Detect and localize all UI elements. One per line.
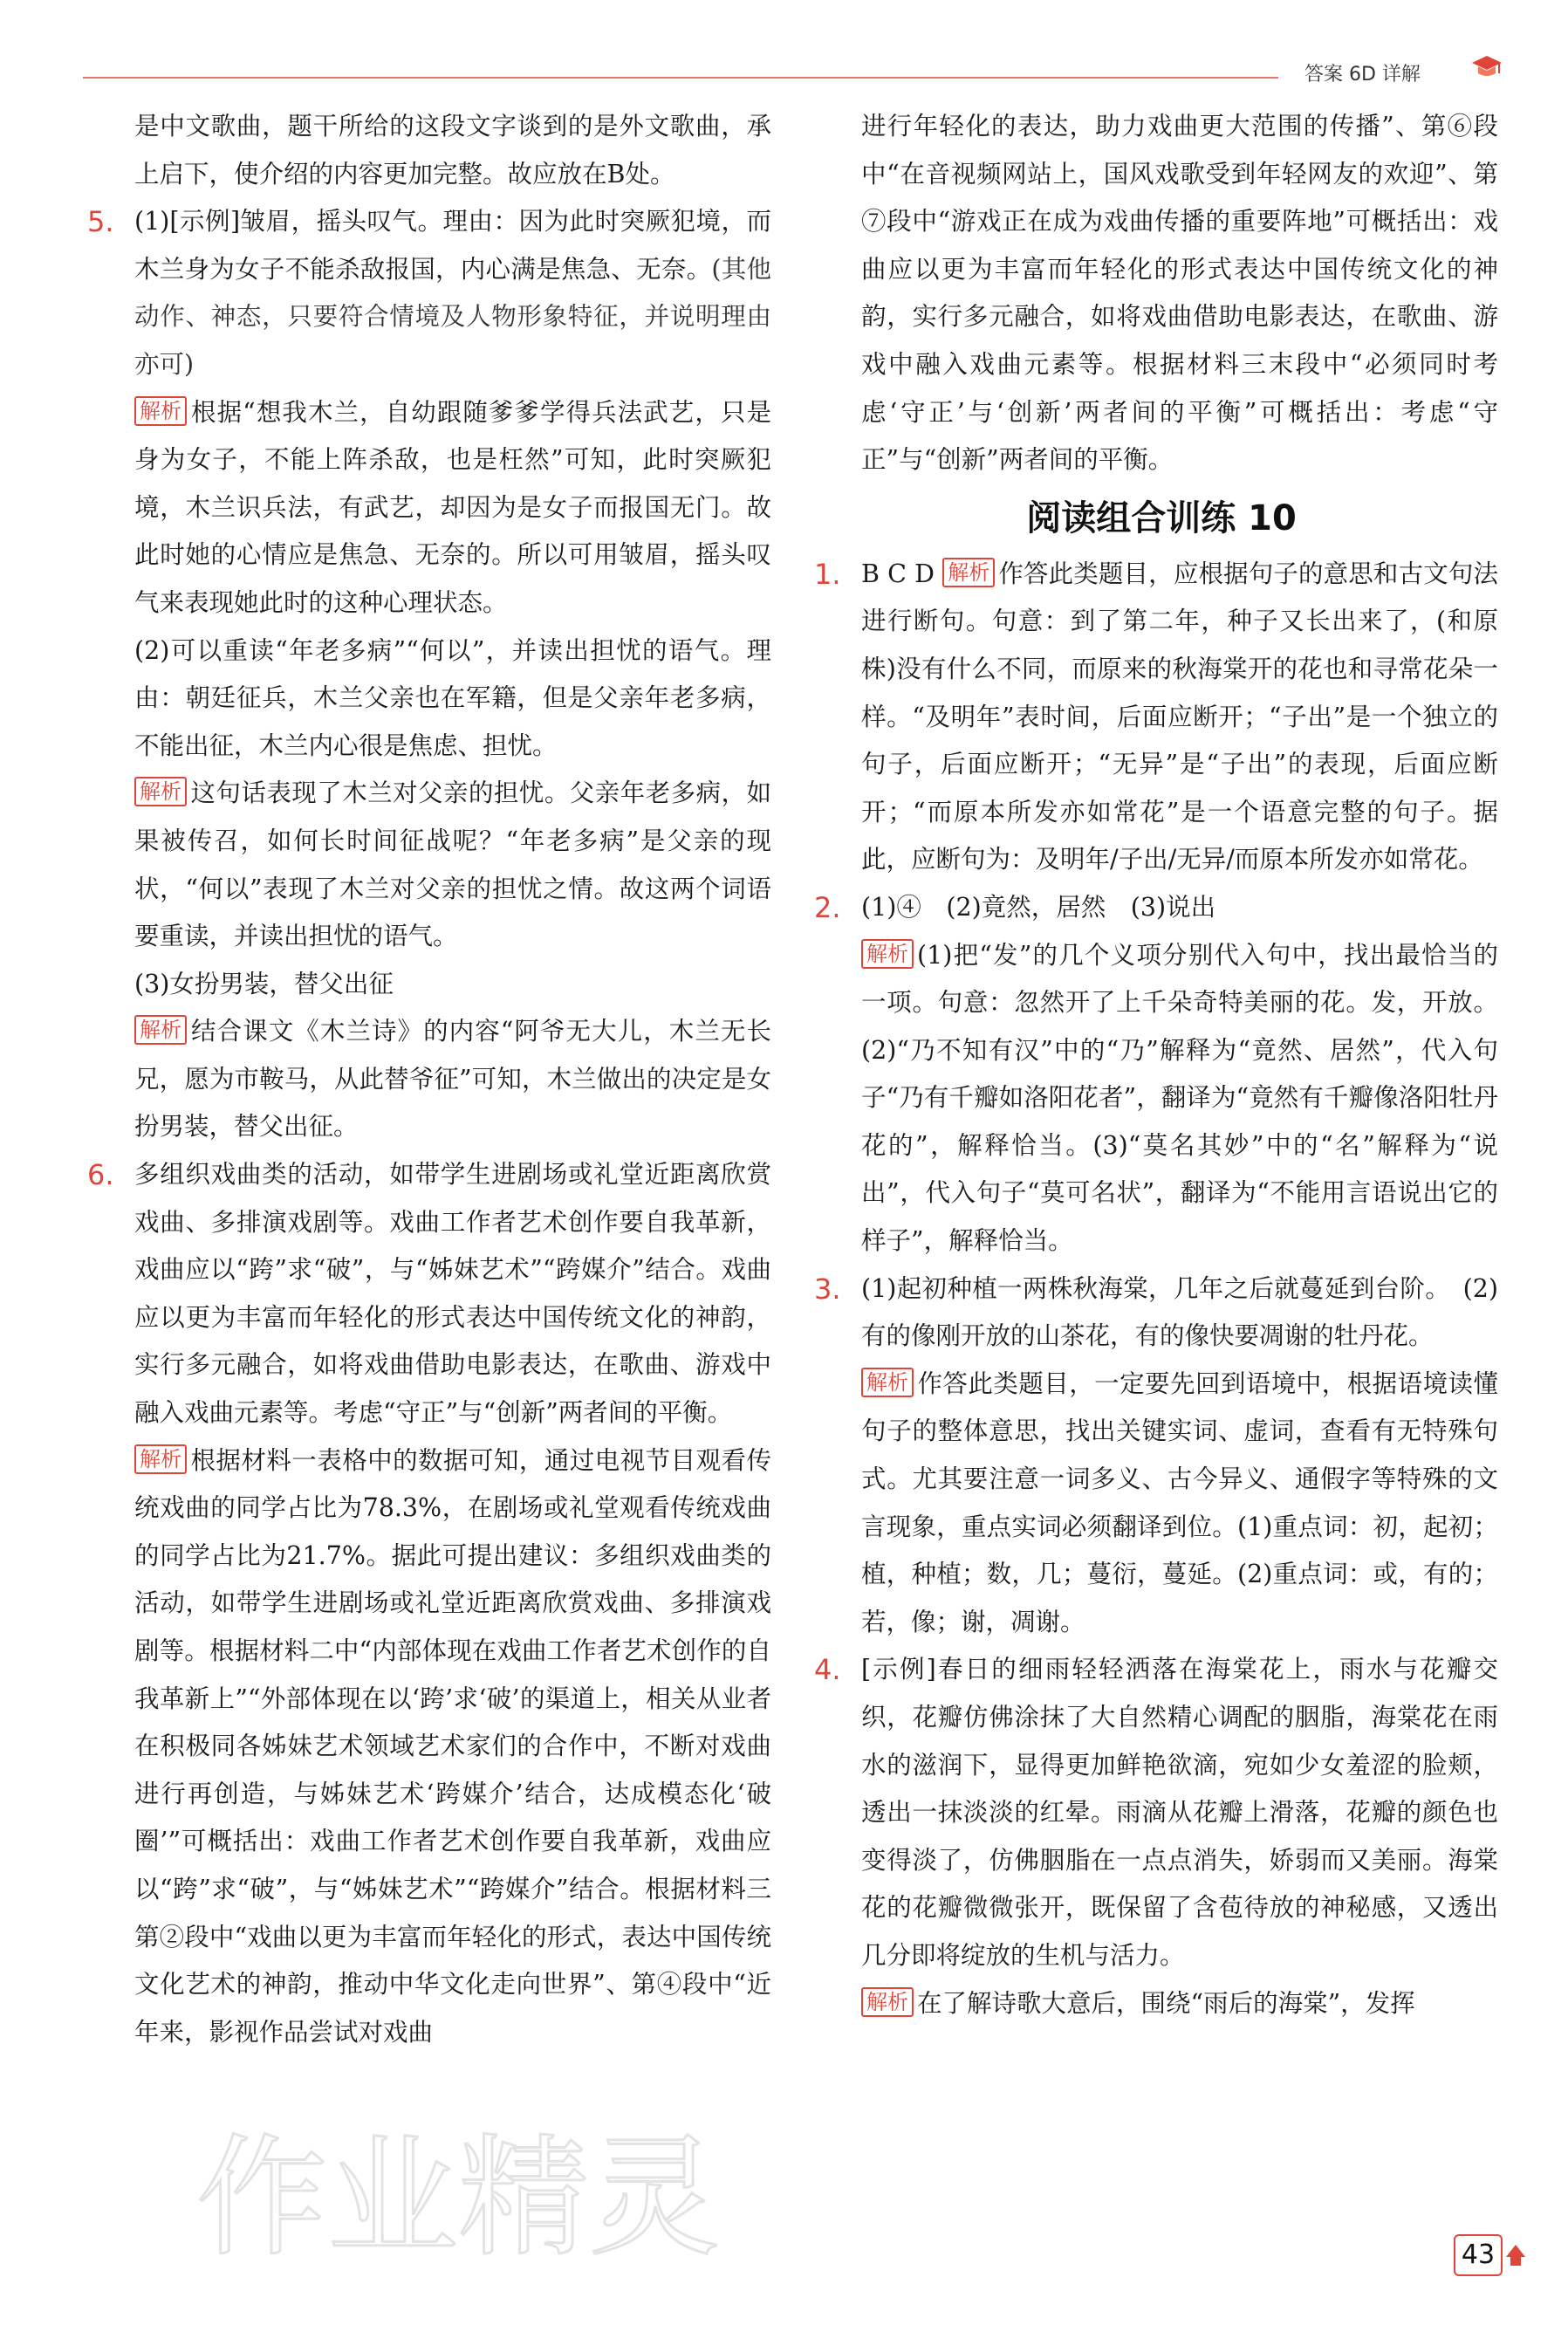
answer-text: (1)④ (2)竟然，居然 (3)说出 bbox=[861, 892, 1216, 922]
analysis-tag: 解析 bbox=[134, 396, 187, 426]
question-number: 5. bbox=[87, 205, 114, 239]
paragraph bbox=[98, 628, 771, 771]
page-corner-icon bbox=[1503, 2239, 1529, 2269]
analysis-text: 作答此类题目，一定要先回到语境中，根据语境读懂句子的整体意思，找出关键实词、虚词，查看有无特殊句式。尤其要注意一词多义、古今异义、通假字等特殊的文言现象，重点实词必须翻译到位。(1)重点词：初，起初；植，种植；数，几；蔓衍，蔓延。(2)重点词：或，有的；若，像；谢，凋谢。 bbox=[861, 1368, 1498, 1636]
right-column-top bbox=[825, 103, 1498, 484]
analysis-text: 这句话表现了木兰对父亲的担忧。父亲年老多病，如果被传召，如何长时间征战呢？“年老多病”是父亲的现状，“何以”表现了木兰对父亲的担忧之情。故这两个词语要重读，并读出担忧的语气。 bbox=[134, 778, 771, 951]
paragraph-text: 进行年轻化的表达，助力戏曲更大范围的传播”、第⑥段中“在音视频网站上，国风戏歌受到年轻网友的欢迎”、第⑦段中“游戏正在成为戏曲传播的重要阵地”可概括出：戏曲应以更为丰富而年轻化的形式表达中国传统文化的神韵，实行多元融合，如将戏曲借助电影表达，在歌曲、游戏中融入戏曲元素等。根据材料三末段中“必须同时考虑‘守正’与‘创新’两者间的平衡”可概括出：考虑“守正”与“创新”两者间的平衡。 bbox=[861, 112, 1498, 475]
analysis-tag: 解析 bbox=[134, 1015, 187, 1045]
question-item bbox=[87, 1151, 771, 1437]
question-item bbox=[87, 198, 771, 388]
analysis-tag: 解析 bbox=[942, 558, 995, 587]
answer-text: [示例]春日的细雨轻轻洒落在海棠花上，雨水与花瓣交织，花瓣仿佛涂抹了大自然精心调配的胭脂，海棠花在雨水的滋润下，显得更加鲜艳欲滴，宛如少女羞涩的脸颊，透出一抹淡淡的红晕。雨滴从花瓣上滑落，花瓣的颜色也变得淡了，仿佛胭脂在一点点消失，娇弱而又美丽。海棠花的花瓣微微张开，既保留了含苞待放的神秘感，又透出几分即将绽放的生机与活力。 bbox=[861, 1655, 1498, 1970]
graduation-cap-icon bbox=[1470, 54, 1503, 80]
analysis-block bbox=[98, 1008, 771, 1151]
header-rule bbox=[83, 77, 1278, 79]
page-header bbox=[83, 52, 1496, 87]
watermark-text: 作业精灵 bbox=[196, 2123, 721, 2274]
question-number: 2. bbox=[814, 890, 841, 924]
paragraph bbox=[98, 103, 771, 198]
question-number: 1. bbox=[814, 557, 841, 591]
left-column bbox=[87, 103, 771, 2056]
paragraph-text: (2)可以重读“年老多病”“何以”，并读出担忧的语气。理由：朝廷征兵，木兰父亲也在军籍，但是父亲年老多病，不能出征，木兰内心很是焦虑、担忧。 bbox=[134, 635, 771, 760]
analysis-block bbox=[98, 389, 771, 628]
page-number: 43 bbox=[1454, 2234, 1503, 2276]
paragraph bbox=[825, 103, 1498, 484]
right-column bbox=[814, 103, 1498, 2027]
analysis-text: (1)把“发”的几个义项分别代入句中，找出最恰当的一项。句意：忽然开了上千朵奇特美丽的花。发，开放。(2)“乃不知有汉”中的“乃”解释为“竟然、居然”，代入句子“乃有千瓣如洛阳花者”，翻译为“竟然有千瓣像洛阳牡丹花的”，解释恰当。(3)“莫名其妙”中的“名”解释为“说出”，代入句子“莫可名状”，翻译为“不能用言语说出它的样子”，解释恰当。 bbox=[861, 940, 1498, 1256]
header-label: 答案 6D 详解 bbox=[1304, 64, 1421, 86]
analysis-block bbox=[98, 1437, 771, 2057]
analysis-tag: 解析 bbox=[134, 1444, 187, 1474]
answer-text: B C D bbox=[861, 559, 935, 588]
question-item bbox=[814, 1646, 1498, 1979]
paragraph bbox=[98, 961, 771, 1009]
analysis-tag: 解析 bbox=[861, 1987, 914, 2017]
analysis-block bbox=[825, 1980, 1498, 2028]
analysis-block bbox=[825, 932, 1498, 1265]
analysis-text: 在了解诗歌大意后，围绕“雨后的海棠”，发挥 bbox=[917, 1988, 1415, 2018]
answer-note: (其他动作、神态，只要符合情境及人物形象特征，并说明理由亦可) bbox=[134, 254, 771, 379]
answer-text: (1)起初种植一两株秋海棠，几年之后就蔓延到台阶。 (2)有的像刚开放的山茶花，有的像快要凋谢的牡丹花。 bbox=[861, 1273, 1498, 1351]
answer-text: (1)[示例]皱眉，摇头叹气。理由：因为此时突厥犯境，而木兰身为女子不能杀敌报国，内心满是焦急、无奈。 bbox=[134, 207, 771, 284]
paragraph-text: 是中文歌曲，题干所给的这段文字谈到的是外文歌曲，承上启下，使介绍的内容更加完整。故应放在B处。 bbox=[134, 112, 771, 189]
analysis-block bbox=[98, 770, 771, 960]
question-item bbox=[814, 551, 1498, 884]
analysis-text: 结合课文《木兰诗》的内容“阿爷无大儿，木兰无长兄，愿为市鞍马，从此替爷征”可知，木兰做出的决定是女扮男装，替父出征。 bbox=[134, 1017, 771, 1142]
analysis-tag: 解析 bbox=[861, 939, 914, 969]
question-number: 3. bbox=[814, 1272, 841, 1306]
analysis-text: 根据“想我木兰，自幼跟随爹爹学得兵法武艺，只是身为女子，不能上阵杀敌，也是枉然”可知，此时突厥犯境，木兰识兵法，有武艺，却因为是女子而报国无门。故此时她的心情应是焦急、无奈的。所以可用皱眉，摇头叹气来表现她此时的这种心理状态。 bbox=[134, 397, 771, 617]
section-title: 阅读组合训练 10 bbox=[1026, 497, 1297, 538]
question-number: 6. bbox=[87, 1158, 114, 1192]
analysis-text: 根据材料一表格中的数据可知，通过电视节目观看传统戏曲的同学占比为78.3%，在剧场或礼堂观看传统戏曲的同学占比为21.7%。据此可提出建议：多组织戏曲类的活动，如带学生进剧场或礼堂近距离欣赏戏曲、多排演戏剧等。根据材料二中“内部体现在戏曲工作者艺术创作的自我革新上”“外部体现在以‘跨’求‘破’的渠道上，相关从业者在积极同各姊妹艺术领域艺术家们的合作中，不断对戏曲进行再创造，与姊妹艺术‘跨媒介’结合，达成模态化‘破圈’”可概括出：戏曲工作者艺术创作要自我革新，戏曲应以“跨”求“破”，与“姊妹艺术”“跨媒介”结合。根据材料三第②段中“戏曲以更为丰富而年轻化的形式，表达中国传统文化艺术的神韵，推动中华文化走向世界”、第④段中“近年来，影视作品尝试对戏曲 bbox=[134, 1445, 771, 2047]
analysis-text: 作答此类题目，应根据句子的意思和古文句法进行断句。句意：到了第二年，种子又长出来了，(和原株)没有什么不同，而原来的秋海棠开的花也和寻常花朵一样。“及明年”表时间，后面应断开；“子出”是一个独立的句子，后面应断开；“无异”是“子出”的表现，后面应断开；“而原本所发亦如常花”是一个语意完整的句子。据此，应断句为：及明年/子出/无异/而原本所发亦如常花。 bbox=[861, 559, 1498, 874]
question-number: 4. bbox=[814, 1653, 841, 1687]
analysis-tag: 解析 bbox=[134, 777, 187, 806]
analysis-block bbox=[825, 1361, 1498, 1647]
answer-text: 多组织戏曲类的活动，如带学生进剧场或礼堂近距离欣赏戏曲、多排演戏剧等。戏曲工作者艺术创作要自我革新，戏曲应以“跨”求“破”，与“姊妹艺术”“跨媒介”结合。戏曲应以更为丰富而年轻化的形式表达中国传统文化的神韵，实行多元融合，如将戏曲借助电影表达，在歌曲、游戏中融入戏曲元素等。考虑“守正”与“创新”两者间的平衡。 bbox=[134, 1160, 771, 1428]
paragraph-text: (3)女扮男装，替父出征 bbox=[134, 969, 394, 998]
right-column-bottom bbox=[814, 551, 1498, 2027]
question-item bbox=[814, 884, 1498, 932]
analysis-tag: 解析 bbox=[861, 1368, 914, 1397]
question-item bbox=[814, 1265, 1498, 1361]
watermark-logo bbox=[188, 2095, 755, 2295]
